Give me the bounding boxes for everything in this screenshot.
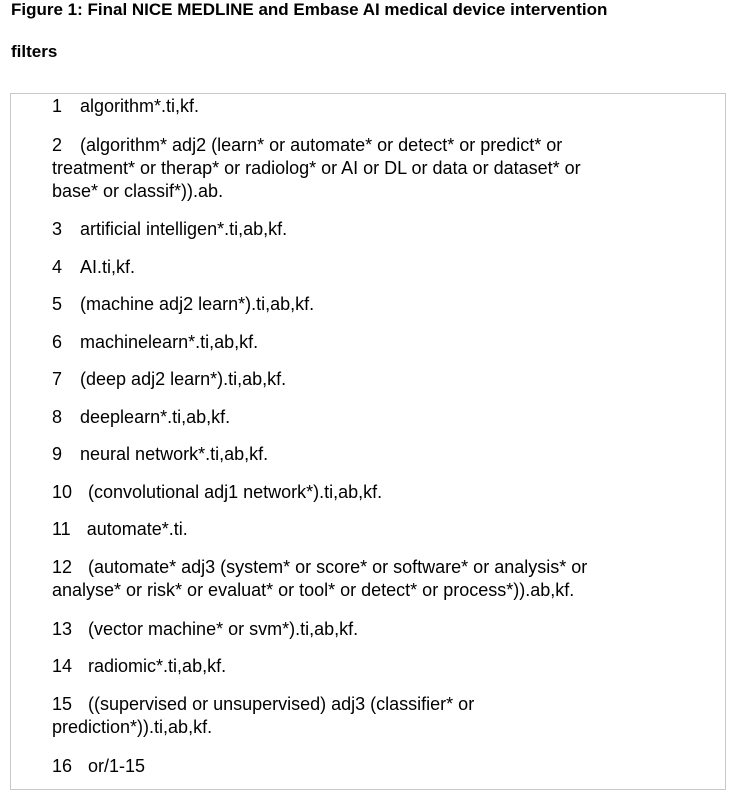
line-number: 2 — [52, 135, 63, 155]
search-line-13 — [52, 618, 692, 641]
line-text: artificial intelligen*.ti,ab,kf. — [80, 219, 288, 239]
search-line-15-cont1: prediction*)).ti,ab,kf. — [52, 717, 213, 737]
search-line-2-cont2: base* or classif*)).ab. — [52, 181, 224, 201]
search-line-5 — [52, 293, 692, 316]
figure-caption-line2: filters — [11, 42, 58, 61]
line-text: (automate* adj3 (system* or score* or software* or analysis* or — [88, 557, 588, 577]
line-text: AI.ti,kf. — [80, 257, 136, 277]
line-text: deeplearn*.ti,ab,kf. — [80, 407, 231, 427]
search-line-14 — [52, 655, 692, 678]
search-line-16 — [52, 755, 692, 778]
line-text: automate*.ti. — [86, 519, 188, 539]
line-number: 6 — [52, 332, 63, 352]
line-text: algorithm*.ti,kf. — [80, 96, 200, 116]
line-number: 9 — [52, 444, 63, 464]
line-number: 8 — [52, 407, 63, 427]
line-number: 7 — [52, 369, 63, 389]
line-number: 16 — [52, 756, 73, 776]
search-line-2 — [52, 134, 692, 157]
line-text: (vector machine* or svm*).ti,ab,kf. — [88, 619, 359, 639]
search-line-11 — [52, 518, 692, 541]
line-text: (machine adj2 learn*).ti,ab,kf. — [80, 294, 315, 314]
line-number: 13 — [52, 619, 73, 639]
search-line-7 — [52, 368, 692, 391]
line-number: 3 — [52, 219, 63, 239]
search-line-1 — [52, 95, 692, 118]
search-line-12 — [52, 556, 692, 579]
figure-caption-line1: Figure 1: Final NICE MEDLINE and Embase AI medical device intervention — [11, 0, 608, 19]
line-text: (deep adj2 learn*).ti,ab,kf. — [80, 369, 287, 389]
line-number: 4 — [52, 257, 63, 277]
line-number: 5 — [52, 294, 63, 314]
line-number: 12 — [52, 557, 73, 577]
search-line-8 — [52, 406, 692, 429]
line-number: 1 — [52, 96, 63, 116]
line-text: or/1-15 — [88, 756, 146, 776]
line-number: 15 — [52, 694, 73, 714]
search-line-4 — [52, 256, 692, 279]
line-number: 14 — [52, 656, 73, 676]
search-line-9 — [52, 443, 692, 466]
line-text: (convolutional adj1 network*).ti,ab,kf. — [88, 482, 383, 502]
search-line-3 — [52, 218, 692, 241]
line-text: (algorithm* adj2 (learn* or automate* or detect* or predict* or — [80, 135, 563, 155]
search-line-6 — [52, 331, 692, 354]
line-number: 10 — [52, 482, 73, 502]
line-text: radiomic*.ti,ab,kf. — [88, 656, 227, 676]
line-text: ((supervised or unsupervised) adj3 (classifier* or — [88, 694, 475, 714]
line-text: neural network*.ti,ab,kf. — [80, 444, 269, 464]
search-line-2-cont1: treatment* or therap* or radiolog* or AI or DL or data or dataset* or — [52, 158, 581, 178]
search-line-12-cont1: analyse* or risk* or evaluat* or tool* or detect* or process*)).ab,kf. — [52, 580, 575, 600]
search-line-15 — [52, 693, 692, 716]
line-number: 11 — [52, 519, 71, 539]
search-line-10 — [52, 481, 692, 504]
line-text: machinelearn*.ti,ab,kf. — [80, 332, 259, 352]
